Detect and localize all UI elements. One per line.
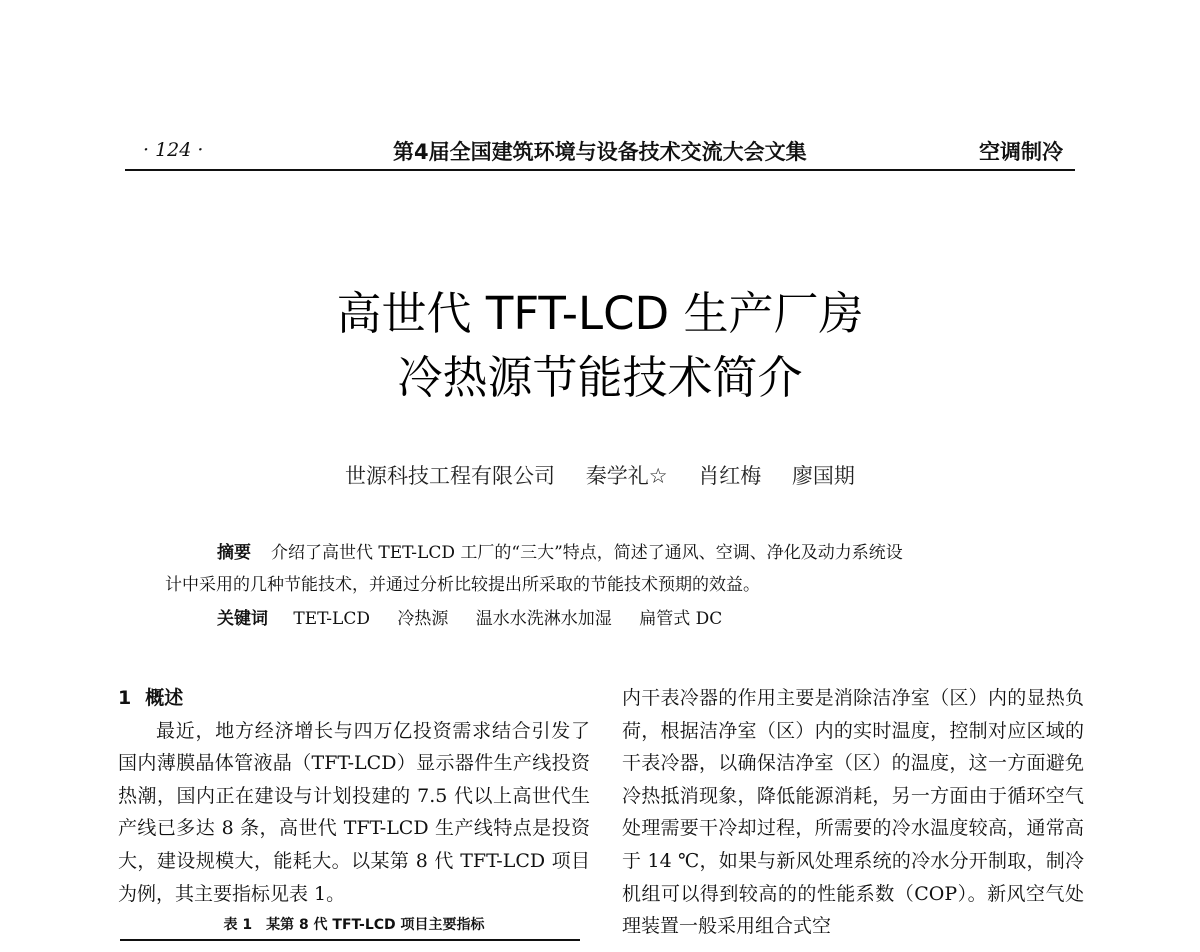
- title-line-1: 高世代 TFT-LCD 生产厂房: [336, 287, 864, 340]
- section-number: 1: [118, 687, 132, 709]
- keyword: 扁管式 DC: [639, 609, 723, 629]
- left-column: [118, 682, 590, 910]
- abstract-line-2: 计中采用的几种节能技术，并通过分析比较提出所采取的节能技术预期的效益。: [165, 575, 760, 595]
- keyword: TET-LCD: [293, 609, 370, 629]
- page-number: · 124 ·: [143, 139, 204, 161]
- paper-title: [0, 282, 1200, 410]
- abstract-label: 摘要: [217, 543, 251, 563]
- table-caption: 表 1 某第 8 代 TFT-LCD 项目主要指标: [223, 917, 485, 933]
- body-paragraph: 内干表冷器的作用主要是消除洁净室（区）内的显热负荷，根据洁净室（区）内的实时温度，控制对应区域的干表冷器，以确保洁净室（区）的温度，这一方面避免冷热抵消现象，降低能源消耗，另一方面由于循环空气处理需要干冷却过程，所需要的冷水温度较高，通常高于 14 ℃，如果与新风处理系统的冷水分开制取，制冷机组可以得到较高的的性能系数（COP）。新风空气处理装置一般采用组合式空: [622, 687, 1084, 938]
- abstract-text-1: 介绍了高世代 TET-LCD 工厂的“三大”特点，简述了通风、空调、净化及动力系统设: [271, 543, 903, 563]
- affiliation: 世源科技工程有限公司: [345, 464, 556, 488]
- right-column: [622, 682, 1084, 943]
- author-name: 廖国期: [791, 464, 855, 488]
- body-paragraph: 最近，地方经济增长与四万亿投资需求结合引发了国内薄膜晶体管液晶（TFT-LCD）显示器件生产线投资热潮，国内正在建设与计划投建的 7.5 代以上高世代生产线已多达 8 条，高世代 TFT-LCD 生产线特点是投资大，建设规模大，能耗大。以某第 8 代 TFT-LCD 项目为例，其主要指标见表 1。: [118, 719, 590, 905]
- title-line-2: 冷热源节能技术简介: [397, 351, 803, 404]
- keywords-label: 关键词: [217, 609, 268, 629]
- section-tag: 空调制冷: [979, 140, 1063, 164]
- keyword: 温水水洗淋水加湿: [475, 609, 612, 629]
- keyword: 冷热源: [397, 609, 449, 629]
- section-heading: [118, 682, 590, 715]
- journal-title: 第4届全国建筑环境与设备技术交流大会文集: [393, 140, 807, 164]
- running-header: [125, 133, 1075, 171]
- author-name: 肖红梅: [698, 464, 762, 488]
- section-title: 概述: [145, 687, 184, 709]
- keywords-line: [165, 603, 1045, 635]
- abstract-block: [165, 537, 1045, 635]
- author-line: [0, 460, 1200, 490]
- table-top-rule: [120, 939, 580, 941]
- abstract-line-1: [165, 537, 1045, 569]
- author-name: 秦学礼☆: [585, 464, 668, 488]
